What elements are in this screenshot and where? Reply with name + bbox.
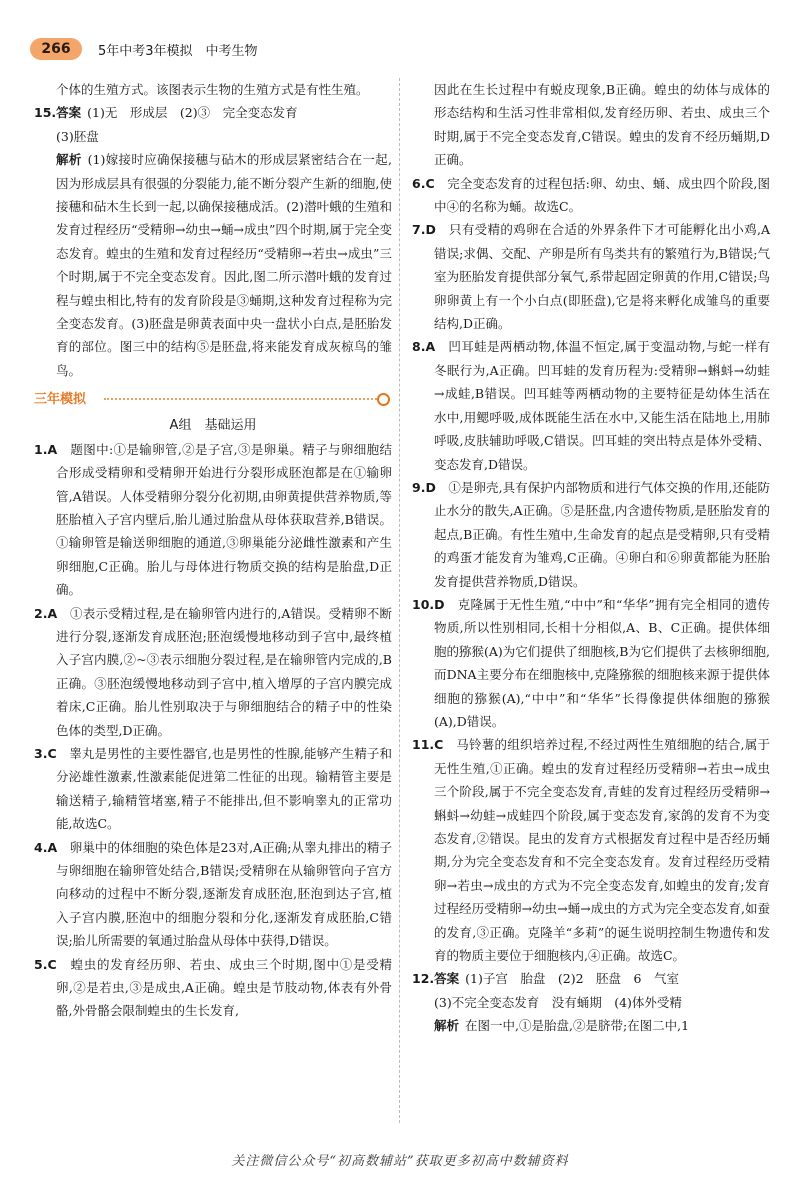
explanation-text: 在图一中,①是胎盘,②是脐带;在图二中,1 (465, 1018, 690, 1034)
question-text: 卵巢中的体细胞的染色体是23对,A正确;从睾丸排出的精子与卵细胞在输卵管处结合,B错误;受精卵在从输卵管向子宫方向移动的过程中不断分裂,逐渐发育成胚泡,胚泡到达子宫,植入子宫内膜,胚泡中的细胞分裂和分化,逐渐发育成胚胎,C错误;胎儿所需要的氧通过胎盘从母体中获得,D错误。 (56, 839, 392, 949)
question-4 (34, 836, 392, 953)
section-label: 三年模拟 (34, 392, 87, 408)
question-number: 6.C (412, 175, 435, 191)
section-end-dot (377, 393, 390, 406)
footer-watermark-text: 关注微信公众号“初高数辅站”获取更多初高中数辅资料 (231, 1154, 569, 1169)
question-1 (34, 438, 392, 602)
question-12-explanation (412, 1014, 770, 1037)
column-divider (399, 78, 400, 1123)
question-text: 睾丸是男性的主要性器官,也是男性的性腺,能够产生精子和分泌雄性激素,性激素能促进第二性征的出现。输精管主要是输送精子,输精管堵塞,精子不能排出,但不影响睾丸的正常功能,故选C。 (56, 745, 392, 832)
question-11 (412, 733, 770, 967)
continued-paragraph: 因此在生长过程中有蜕皮现象,B正确。蝗虫的幼体与成体的形态结构和生活习性非常相似,发育经历卵、若虫、成虫三个时期,属于不完全变态发育,C错误。蝗虫的发育不经历蛹期,D正确。 (434, 82, 770, 168)
answer-text-continued: (3)不完全变态发育 没有蛹期 (4)体外受精 (434, 994, 682, 1010)
question-text: 凹耳蛙是两栖动物,体温不恒定,属于变温动物,与蛇一样有冬眠行为,A正确。凹耳蛙的发育历程为:受精卵→蝌蚪→幼蛙→成蛙,B错误。凹耳蛙等两栖动物的主要特征是幼体生活在水中,用鳃呼吸,成体既能生活在水中,又能生活在陆地上,用肺呼吸,皮肤辅助呼吸,C错误。凹耳蛙的突出特点是体外受精、变态发育,D错误。 (434, 339, 770, 472)
question-number: 15. (34, 105, 57, 121)
question-number: 8.A (412, 339, 436, 355)
question-15-explanation (34, 148, 392, 382)
page-number-badge: 266 (30, 38, 82, 60)
question-9 (412, 476, 770, 593)
answer-tag: 答案 (56, 105, 82, 121)
explanation-tag: 解析 (56, 152, 82, 168)
page-header (0, 30, 800, 70)
question-6 (412, 172, 770, 219)
explanation-text: (1)嫁接时应确保接穗与砧木的形成层紧密结合在一起,因为形成层具有很强的分裂能力,能不断分裂产生新的细胞,使接穗和砧木生长到一起,以确保接穗成活。(2)潜叶蛾的生殖和发育过程经历“受精卵→幼虫→蛹→成虫”四个时期,属于完全变态发育。蝗虫的生殖和发育过程经历“受精卵→若虫→成虫”三个时期,属于不完全变态发育。因此,图二所示潜叶蛾的发育过程与蝗虫相比,特有的发育阶段是③蛹期,这种发育过程称为完全变态发育。(3)胚盘是卵黄表面中央一盘状小白点,是胚胎发育的部位。图三中的结构⑤是胚盘,将来能发育成灰椋鸟的雏鸟。 (56, 152, 392, 378)
question-7 (412, 218, 770, 335)
question-text: ①是卵壳,具有保护内部物质和进行气体交换的作用,还能防止水分的散失,A正确。⑤是胚盘,内含遗传物质,是胚胎发育的起点,B正确。有性生殖中,生命发育的起点是受精卵,只有受精的鸡蛋才能发育为雏鸡,C正确。④卵白和⑥卵黄都能为胚胎发育提供营养物质,D错误。 (434, 479, 770, 589)
question-3 (34, 742, 392, 836)
question-number: 11.C (412, 737, 444, 753)
question-number: 4.A (34, 839, 58, 855)
question-12-answer (412, 967, 770, 990)
question-text: 题图中:①是输卵管,②是子宫,③是卵巢。精子与卵细胞结合形成受精卵和受精卵开始进行分裂形成胚泡都是在①输卵管,A错误。人体受精卵分裂分化初期,由卵黄提供营养物质,等胚胎植入子宫内壁后,胎儿通过胎盘从母体获取营养,B错误。①输卵管是输送卵细胞的通道,③卵巢能分泌雌性激素和产生卵细胞,C正确。胎儿与母体进行物质交换的结构是胎盘,D正确。 (56, 441, 392, 598)
question-2 (34, 602, 392, 742)
question-text: 蝗虫的发育经历卵、若虫、成虫三个时期,图中①是受精卵,②是若虫,③是成虫,A正确。蝗虫是节肢动物,体表有外骨骼,外骨骼会限制蝗虫的生长发育, (56, 956, 392, 1019)
question-5 (34, 953, 392, 1023)
group-title: A组 基础运用 (169, 418, 257, 434)
question-number: 5.C (34, 956, 57, 972)
answer-text: (1)子宫 胎盘 (2)2 胚盘 6 气室 (465, 971, 679, 987)
question-number: 3.C (34, 745, 57, 761)
section-divider-line (104, 398, 380, 400)
answer-text-continued: (3)胚盘 (56, 128, 99, 144)
question-number: 2.A (34, 605, 58, 621)
question-10 (412, 593, 770, 733)
question-8 (412, 335, 770, 475)
book-title: 5年中考3年模拟 中考生物 (98, 44, 258, 59)
explanation-tag: 解析 (434, 1018, 460, 1034)
right-column (412, 78, 770, 1038)
left-column (34, 78, 392, 1023)
question-text: 只有受精的鸡卵在合适的外界条件下才可能孵化出小鸡,A错误;求偶、交配、产卵是所有鸟类共有的繁殖行为,B错误;气室为胚胎发育提供部分氧气,系带起固定卵黄的作用,C错误;鸟卵卵黄上有一个小白点(即胚盘),它是将来孵化成雏鸟的重要结构,D正确。 (434, 222, 770, 332)
question-number: 9.D (412, 479, 436, 495)
continued-paragraph: 个体的生殖方式。该图表示生物的生殖方式是有性生殖。 (56, 82, 369, 97)
question-15-answer (34, 101, 392, 124)
section-header-bar (34, 386, 392, 412)
question-number: 12. (412, 971, 435, 987)
answer-text: (1)无 形成层 (2)③ 完全变态发育 (87, 105, 298, 121)
question-text: 完全变态发育的过程包括:卵、幼虫、蛹、成虫四个阶段,图中④的名称为蛹。故选C。 (434, 175, 770, 215)
question-number: 7.D (412, 222, 436, 238)
question-text: ①表示受精过程,是在输卵管内进行的,A错误。受精卵不断进行分裂,逐渐发育成胚泡;胚泡缓慢地移动到子宫中,最终植入子宫内膜,②~③表示细胞分裂过程,是在输卵管内完成的,B正确。③胚泡缓慢地移动到子宫中,植入增厚的子宫内膜完成着床,C正确。胎儿性别取决于与卵细胞结合的精子中的性染色体的类型,D正确。 (56, 605, 392, 738)
question-number: 1.A (34, 441, 58, 457)
question-number: 10.D (412, 596, 445, 612)
question-text: 克隆属于无性生殖,“中中”和“华华”拥有完全相同的遗传物质,所以性别相同,长相十分相似,A、B、C正确。提供体细胞的猕猴(A)为它们提供了细胞核,B为它们提供了去核卵细胞,而DNA主要分布在细胞核中,克隆猕猴的细胞核来源于提供体细胞的猕猴(A),“中中”和“华华”长得像提供体细胞的猕猴(A),D错误。 (434, 596, 770, 729)
question-text: 马铃薯的组织培养过程,不经过两性生殖细胞的结合,属于无性生殖,①正确。蝗虫的发育过程经历受精卵→若虫→成虫三个阶段,属于不完全变态发育,青蛙的发育过程经历受精卵→蝌蚪→幼蛙→成蛙四个阶段,属于变态发育,家鸽的发育不为变态发育,②错误。昆虫的发育方式根据发育过程中是否经历蛹期,分为完全变态发育和不完全变态发育。发育过程经历受精卵→若虫→成虫的方式为不完全变态发育,如蝗虫的发育;发育过程经历受精卵→幼虫→蛹→成虫的方式为完全变态发育,如蚕的发育,③正确。克隆羊“多莉”的诞生说明控制生物遗传和发育的物质主要位于细胞核内,④正确。故选C。 (434, 737, 770, 964)
answer-tag: 答案 (434, 971, 460, 987)
